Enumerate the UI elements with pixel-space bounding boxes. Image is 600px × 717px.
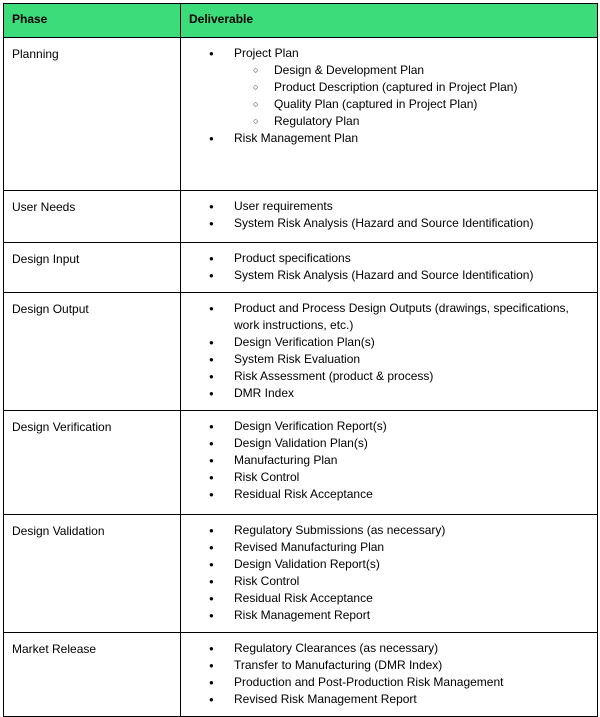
deliverable-item [181, 45, 591, 130]
deliverable-item [181, 300, 591, 334]
deliverable-text: Risk Management Report [234, 608, 371, 622]
sub-deliverable-item: ○ Regulatory Plan [234, 113, 591, 130]
deliverable-cell [181, 243, 598, 293]
deliverable-item [181, 691, 591, 708]
sub-deliverable-item: ○ Design & Development Plan [234, 62, 591, 79]
deliverable-cell [181, 191, 598, 243]
deliverable-item [181, 267, 591, 284]
deliverable-text: Revised Risk Management Report [234, 692, 417, 706]
deliverable-text: Residual Risk Acceptance [234, 591, 373, 605]
deliverable-list [181, 522, 591, 624]
deliverable-text: Transfer to Manufacturing (DMR Index) [234, 658, 443, 672]
deliverable-cell [181, 411, 598, 515]
deliverable-item [181, 198, 591, 215]
deliverable-list [181, 198, 591, 232]
deliverable-text: Risk Control [234, 574, 300, 588]
deliverable-text: Regulatory Clearances (as necessary) [234, 641, 439, 655]
phase-cell: Design Output [4, 293, 181, 411]
deliverable-list [181, 300, 591, 402]
deliverable-item [181, 452, 591, 469]
deliverable-cell [181, 38, 598, 191]
deliverable-text: Design Verification Plan(s) [234, 335, 375, 349]
deliverable-item [181, 674, 591, 691]
deliverable-text: Design Validation Plan(s) [234, 436, 368, 450]
sub-deliverable-item: ○ Quality Plan (captured in Project Plan) [234, 96, 591, 113]
deliverable-item [181, 469, 591, 486]
table-row [4, 38, 598, 191]
phase-cell: Design Input [4, 243, 181, 293]
deliverable-item [181, 368, 591, 385]
header-row [4, 4, 598, 38]
deliverable-item [181, 351, 591, 368]
deliverable-item [181, 130, 591, 147]
phase-cell: User Needs [4, 191, 181, 243]
sub-deliverable-list [234, 62, 591, 130]
deliverable-text: Residual Risk Acceptance [234, 487, 373, 501]
deliverable-text: Design Verification Report(s) [234, 419, 387, 433]
deliverable-item [181, 657, 591, 674]
deliverable-text: Production and Post-Production Risk Management [234, 675, 504, 689]
deliverable-item [181, 250, 591, 267]
phase-cell: Design Verification [4, 411, 181, 515]
deliverable-text: Design Validation Report(s) [234, 557, 380, 571]
deliverable-text: Project Plan [234, 46, 299, 60]
deliverables-table [3, 3, 598, 717]
deliverable-text: System Risk Analysis (Hazard and Source Identification) [234, 216, 534, 230]
phase-header: Phase [4, 4, 181, 38]
deliverable-item [181, 334, 591, 351]
deliverable-text: DMR Index [234, 386, 295, 400]
deliverable-item [181, 590, 591, 607]
deliverable-item [181, 556, 591, 573]
deliverable-text: Risk Control [234, 470, 300, 484]
deliverable-text: Risk Management Plan [234, 131, 359, 145]
deliverable-text: Product specifications [234, 251, 351, 265]
deliverable-list [181, 418, 591, 503]
deliverable-list [181, 250, 591, 284]
deliverable-item [181, 640, 591, 657]
deliverable-item [181, 385, 591, 402]
sub-deliverable-item: ○ Product Description (captured in Project Plan) [234, 79, 591, 96]
deliverable-item [181, 522, 591, 539]
deliverable-text: System Risk Analysis (Hazard and Source Identification) [234, 268, 534, 282]
table-row [4, 293, 598, 411]
deliverable-item [181, 418, 591, 435]
deliverable-item [181, 573, 591, 590]
deliverable-item [181, 607, 591, 624]
deliverable-list [181, 45, 591, 147]
deliverable-item [181, 486, 591, 503]
deliverable-text: Revised Manufacturing Plan [234, 540, 385, 554]
deliverable-list [181, 640, 591, 708]
deliverable-item [181, 539, 591, 556]
table-body [4, 38, 598, 717]
table-row [4, 515, 598, 633]
deliverable-cell [181, 293, 598, 411]
table-row [4, 411, 598, 515]
deliverable-text: System Risk Evaluation [234, 352, 361, 366]
table-row [4, 633, 598, 717]
deliverable-cell [181, 633, 598, 717]
deliverable-text: Regulatory Submissions (as necessary) [234, 523, 446, 537]
deliverable-cell [181, 515, 598, 633]
table-row [4, 243, 598, 293]
deliverable-header: Deliverable [181, 4, 598, 38]
deliverable-text: Risk Assessment (product & process) [234, 369, 434, 383]
phase-cell: Planning [4, 38, 181, 191]
deliverable-item [181, 435, 591, 452]
deliverable-text: Product and Process Design Outputs (drawings, specifications, work instructions, etc.) [234, 301, 569, 332]
deliverable-text: Manufacturing Plan [234, 453, 338, 467]
deliverable-text: User requirements [234, 199, 333, 213]
phase-cell: Design Validation [4, 515, 181, 633]
table-row [4, 191, 598, 243]
phase-cell: Market Release [4, 633, 181, 717]
deliverable-item [181, 215, 591, 232]
